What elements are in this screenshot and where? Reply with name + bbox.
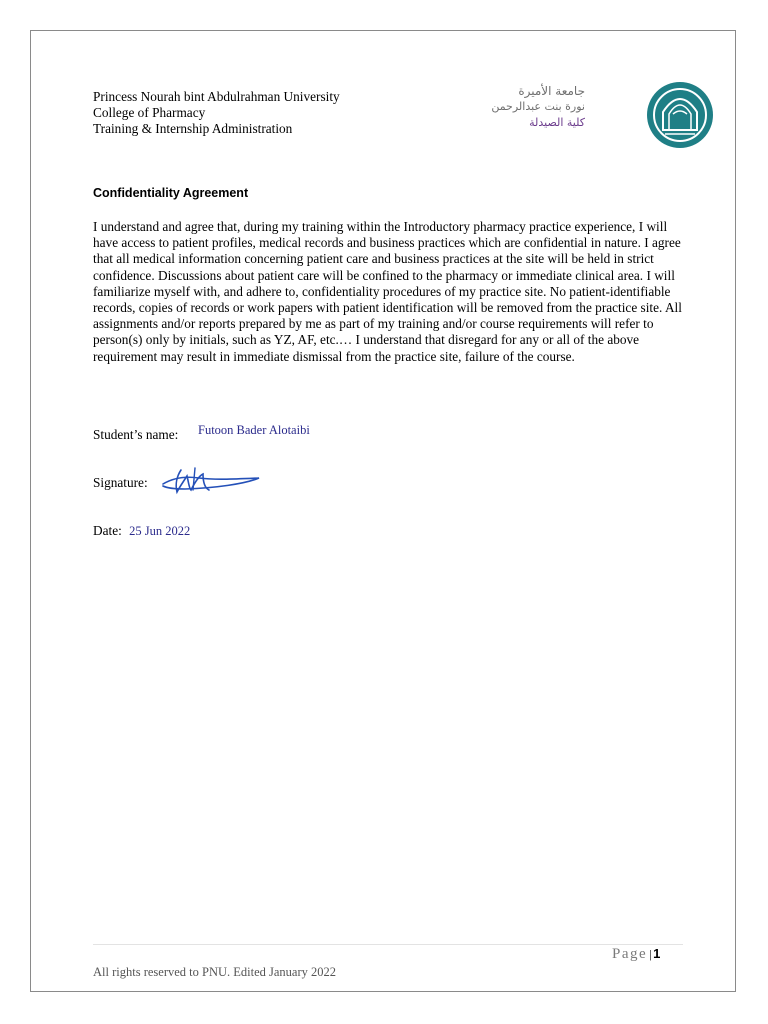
page-frame	[30, 30, 736, 992]
document-title: Confidentiality Agreement	[93, 186, 249, 200]
date-field	[93, 523, 190, 539]
page-label: Page	[612, 946, 648, 962]
student-name-label: Student’s name:	[93, 427, 179, 442]
department-name: Training & Internship Administration	[93, 121, 293, 136]
page-number-value: 1	[653, 946, 661, 961]
page-number	[612, 946, 660, 963]
emblem-icon	[645, 80, 715, 150]
agreement-body: I understand and agree that, during my training within the Introductory pharmacy practice experience, I will have access to patient profiles, medical records and business practices which are confidential in nature. I agree that all medical information concerning patient care and business practices at the site will be held in strict confidence. Discussions about patient care will be confined to the pharmacy or immediate clinical area. I will familiarize myself with, and adhere to, confidentiality procedures of my practice site. No patient-identifiable records, copies of records or work papers with patient identification will be removed from the practice site. All assignments and/or reports prepared by me as part of my training and/or course requirements will refer to person(s) only by initials, such as YZ, AF, etc.… I understand that disregard for any or all of the above requirement may result in immediate dismissal from the practice site, failure of the course.	[93, 219, 682, 364]
logo-arabic-line3: كلية الصيدلة	[529, 116, 585, 129]
page-separator: |	[649, 947, 654, 961]
student-name-field	[93, 423, 310, 443]
logo-arabic-line1: جامعة الأميرة	[518, 84, 585, 98]
university-name: Princess Nourah bint Abdulrahman University	[93, 89, 340, 104]
footer-rights: All rights reserved to PNU. Edited January 2022	[93, 965, 337, 979]
university-logo	[491, 80, 715, 146]
college-name: College of Pharmacy	[93, 105, 206, 120]
date-label: Date:	[93, 523, 122, 538]
handwritten-signature	[155, 462, 265, 498]
logo-arabic-line2: نورة بنت عبدالرحمن	[491, 100, 585, 113]
signature-field	[93, 475, 148, 491]
student-name-value: Futoon Bader Alotaibi	[198, 423, 310, 437]
header-block	[93, 89, 340, 137]
signature-label: Signature:	[93, 475, 148, 490]
date-value: 25 Jun 2022	[129, 524, 191, 538]
footer-divider	[93, 944, 683, 945]
